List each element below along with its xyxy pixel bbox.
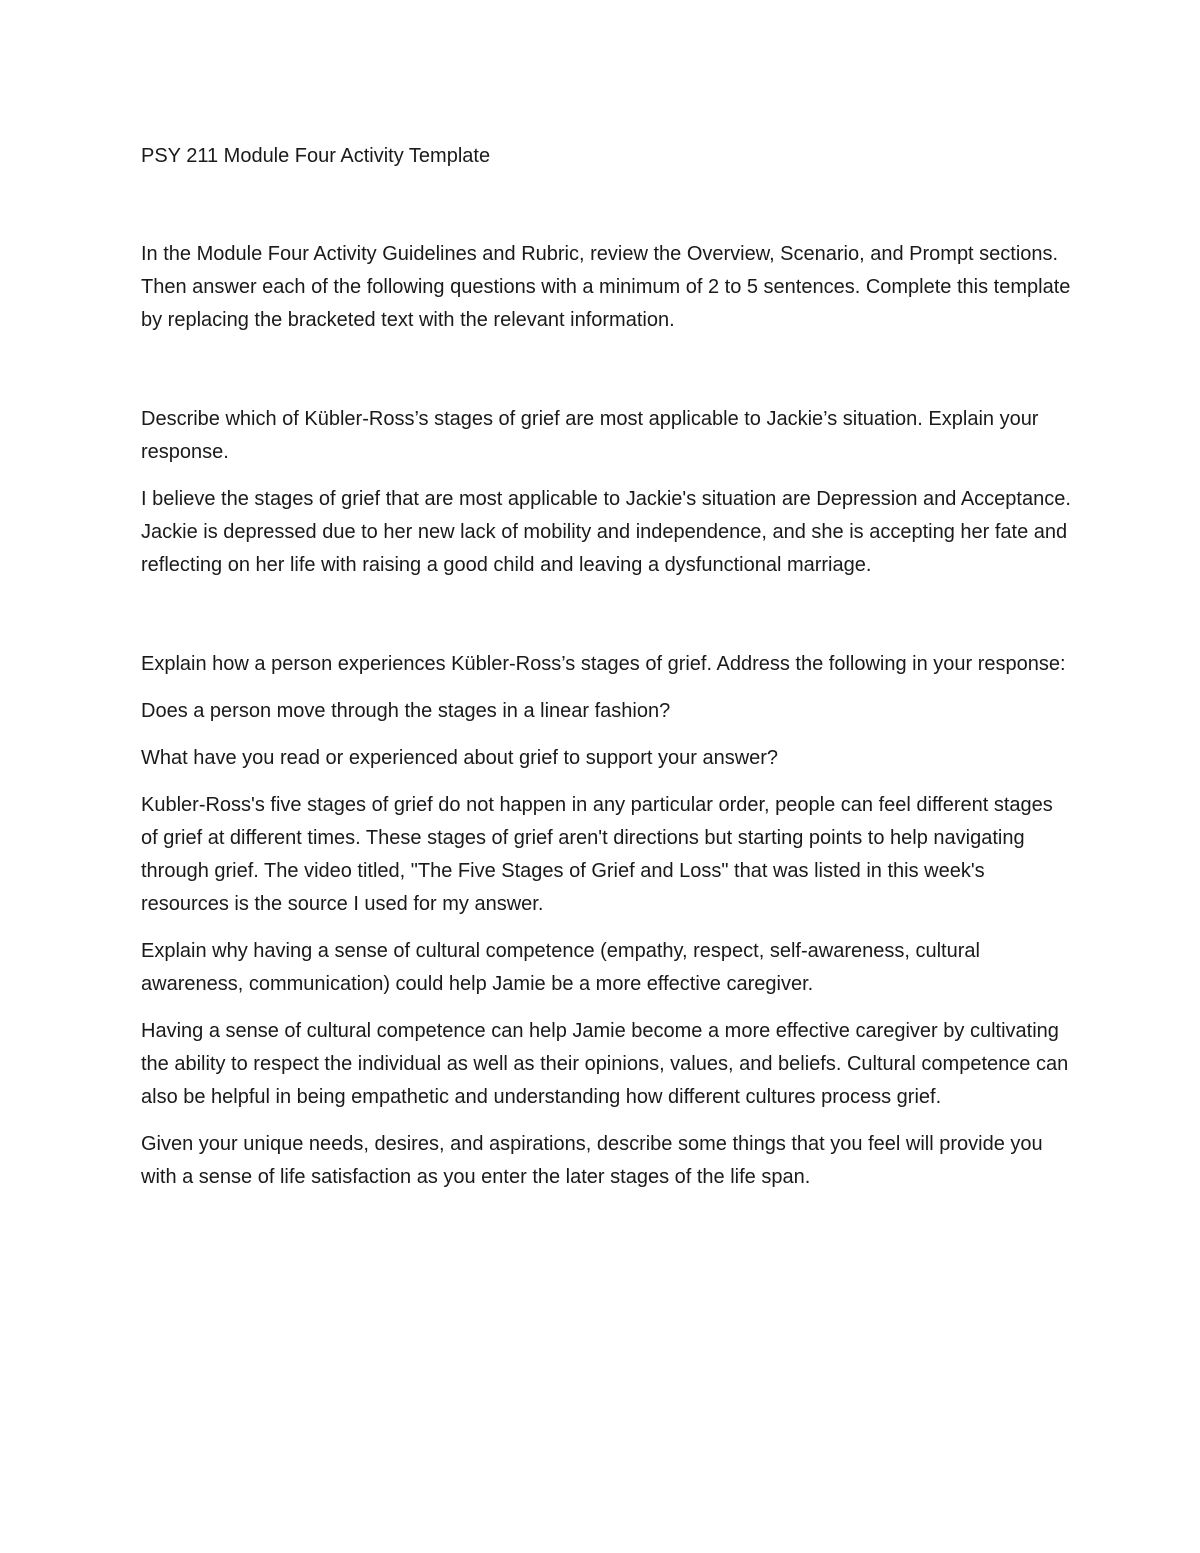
answer-1: I believe the stages of grief that are most applicable to Jackie's situation are Depression and Acceptance. Jackie is depressed due to her new lack of mobility and independence, and she is accepting her fate and reflecting on her life with raising a good child and leaving a dysfunctional marriage. (141, 488, 1071, 576)
answer-2: Kubler-Ross's five stages of grief do not happen in any particular order, people can feel different stages of grief at different times. These stages of grief aren't directions but starting points to help navigating through grief. The video titled, "The Five Stages of Grief and Loss" that was listed in this week's resources is the source I used for my answer. (141, 794, 1053, 915)
document-title: PSY 211 Module Four Activity Template (141, 145, 491, 167)
question-1: Describe which of Kübler-Ross’s stages of grief are most applicable to Jackie’s situation. Explain your response. (141, 408, 1039, 463)
question-3: Explain why having a sense of cultural competence (empathy, respect, self-awareness, cultural awareness, communication) could help Jamie be a more effective caregiver. (141, 940, 980, 995)
question-2b: What have you read or experienced about grief to support your answer? (141, 747, 779, 769)
intro-paragraph: In the Module Four Activity Guidelines and Rubric, review the Overview, Scenario, and Prompt sections. Then answer each of the following questions with a minimum of 2 to 5 sentences. Complete this template by replacing the bracketed text with the relevant information. (141, 243, 1071, 331)
question-2: Explain how a person experiences Kübler-Ross’s stages of grief. Address the following in your response: (141, 653, 1066, 675)
question-4: Given your unique needs, desires, and aspirations, describe some things that you feel will provide you with a sense of life satisfaction as you enter the later stages of the life span. (141, 1133, 1043, 1188)
question-2a: Does a person move through the stages in a linear fashion? (141, 700, 671, 722)
document-body (141, 140, 1071, 1194)
answer-3: Having a sense of cultural competence can help Jamie become a more effective caregiver by cultivating the ability to respect the individual as well as their opinions, values, and beliefs. Cultural competence can also be helpful in being empathetic and understanding how different cultures process grief. (141, 1020, 1069, 1108)
